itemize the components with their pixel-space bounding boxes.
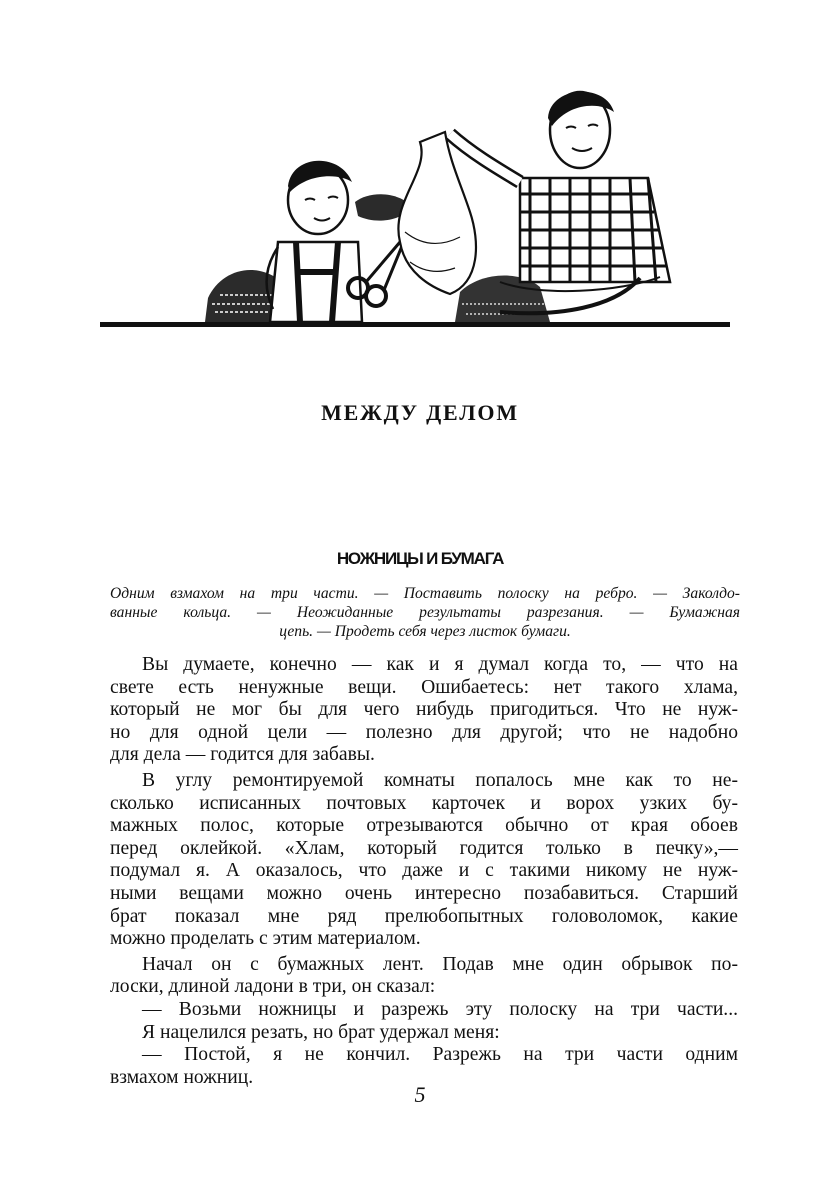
text-line: брат показал мне ряд прелюбопытных головоломок, какие: [110, 905, 738, 927]
chapter-illustration: [100, 82, 730, 334]
younger-boy-figure: [267, 161, 362, 322]
body-text: [110, 654, 738, 1089]
abstract-line: Одним взмахом на три части. — Поставить полоску на ребро. — Заколдо-: [110, 585, 740, 602]
text-line: свете есть ненужные вещи. Ошибаетесь: нет такого хлама,: [110, 676, 738, 698]
text-line: Вы думаете, конечно — как и я думал когда то, — что на: [142, 654, 738, 675]
narration-line: Я нацелился резать, но брат удержал меня:: [142, 1021, 500, 1043]
chapter-title: МЕЖДУ ДЕЛОМ: [321, 400, 519, 425]
text-line: который не мог бы для чего нибудь пригодиться. Что не нуж-: [110, 699, 738, 721]
paragraph-3: [110, 954, 738, 999]
text-line: лоски, длиной ладони в три, он сказал:: [110, 976, 436, 998]
text-line: подумал я. А оказалось, что даже и с такими никому не нуж-: [110, 860, 738, 882]
text-line: В углу ремонтируемой комнаты попалось мне как то не-: [142, 769, 738, 791]
boys-with-scissors-illustration: [100, 82, 730, 334]
abstract-line: цепь. — Продеть себя через листок бумаги.: [279, 623, 571, 640]
text-line: для дела — годится для забавы.: [110, 744, 375, 766]
page-number: 5: [414, 1082, 426, 1107]
abstract-line: ванные кольца. — Неожиданные результаты разрезания. — Бумажная: [110, 604, 740, 621]
text-line: мажных полос, которые отрезываются обычно от края обоев: [110, 815, 738, 837]
dialogue-line: — Возьми ножницы и разрежь эту полоску на три части...: [142, 998, 738, 1020]
text-line: сколько исписанных почтовых карточек и ворох узких бу-: [110, 792, 738, 814]
text-line: перед оклейкой. «Хлам, который годится только в печку»,—: [110, 837, 738, 859]
paragraph-2: [110, 770, 738, 951]
text-line: но для одной цели — полезно для другой; что не надобно: [110, 721, 738, 743]
section-abstract: [110, 584, 740, 641]
dialogue-line: — Постой, я не кончил. Разрежь на три части одним: [142, 1044, 738, 1066]
paper-strip: [398, 132, 476, 294]
text-line: можно проделать с этим материалом.: [110, 928, 421, 950]
paragraph-1: [110, 654, 738, 767]
text-line: ными вещами можно очень интересно позабавиться. Старший: [110, 882, 738, 904]
section-title: НОЖНИЦЫ И БУМАГА: [336, 549, 504, 568]
ground-line: [100, 322, 730, 327]
text-line: Начал он с бумажных лент. Подав мне один обрывок по-: [142, 953, 738, 975]
dialogue-line: взмахом ножниц.: [110, 1066, 254, 1088]
